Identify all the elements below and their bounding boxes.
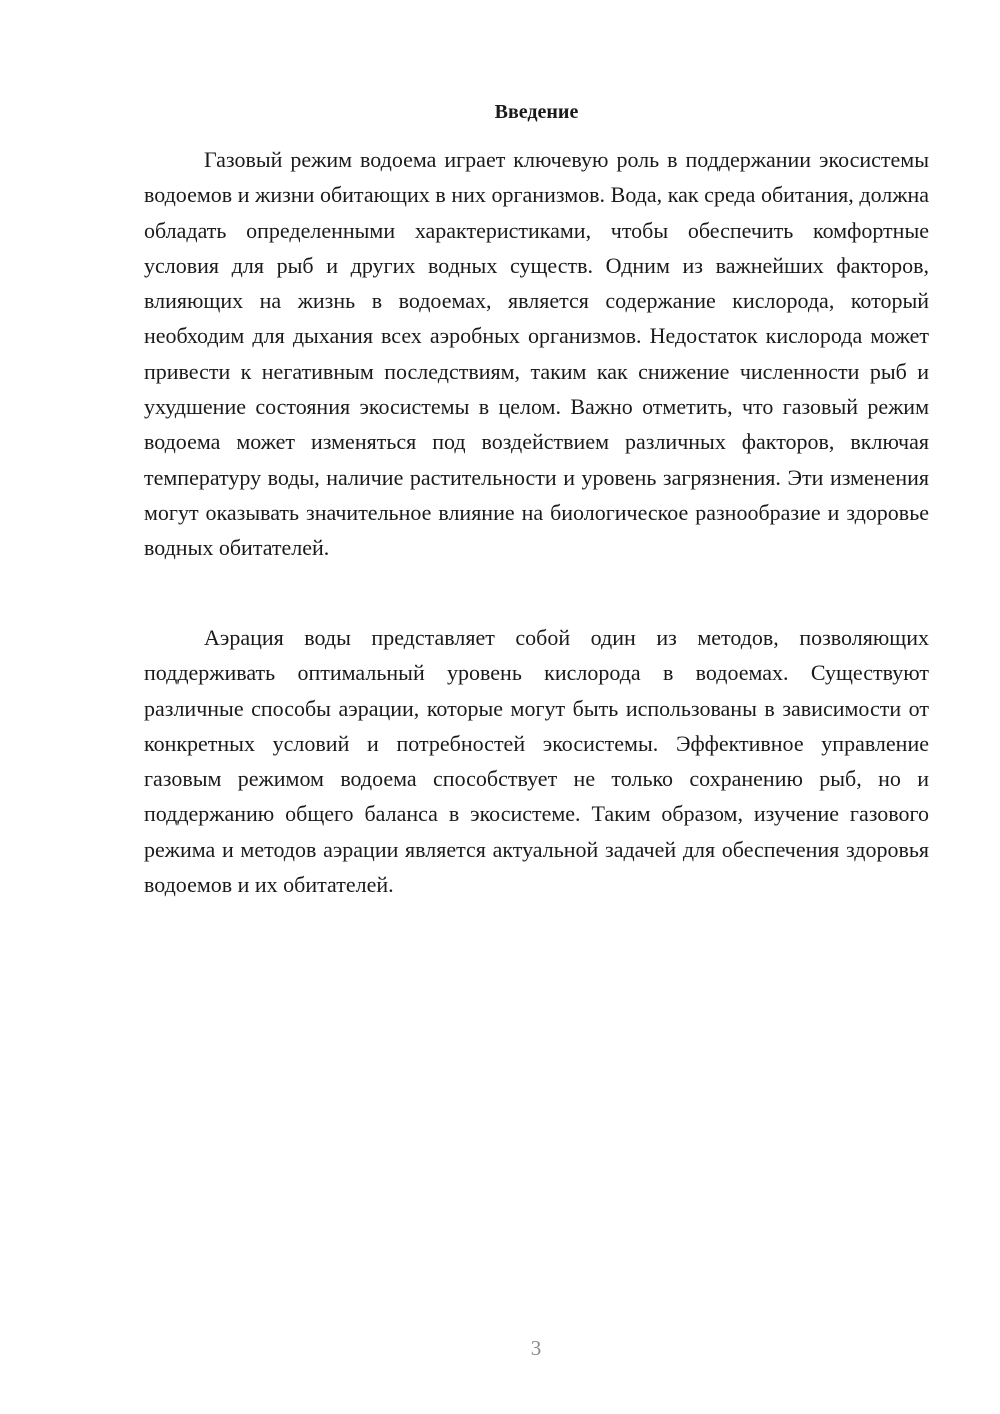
section-title: Введение [494,101,579,123]
paragraph-intro: Газовый режим водоема играет ключевую роль в поддержании экосистемы водоемов и жизни обитающих в них организмов. Вода, как среда обитания, должна обладать определенными характеристиками, чтобы обеспечить комфортные условия для рыб и других водных существ. Одним из важнейших факторов, влияющих на жизнь в водоемах, является содержание кислорода, который необходим для дыхания всех аэробных организмов. Недостаток кислорода может привести к негативным последствиям, таким как снижение численности рыб и ухудшение состояния экосистемы в целом. Важно отметить, что газовый режим водоема может изменяться под воздействием различных факторов, включая температуру воды, наличие растительности и уровень загрязнения. Эти изменения могут оказывать значительное влияние на биологическое разнообразие и здоровье водных обитателей. [144,147,929,561]
page-number: 3 [530,1336,542,1360]
paragraph-aeration: Аэрация воды представляет собой один из методов, позволяющих поддерживать оптимальный уровень кислорода в водоемах. Существуют различные способы аэрации, которые могут быть использованы в зависимости от конкретных условий и потребностей экосистемы. Эффективное управление газовым режимом водоема способствует не только сохранению рыб, но и поддержанию общего баланса в экосистеме. Таким образом, изучение газового режима и методов аэрации является актуальной задачей для обеспечения здоровья водоемов и их обитателей. [144,625,929,898]
